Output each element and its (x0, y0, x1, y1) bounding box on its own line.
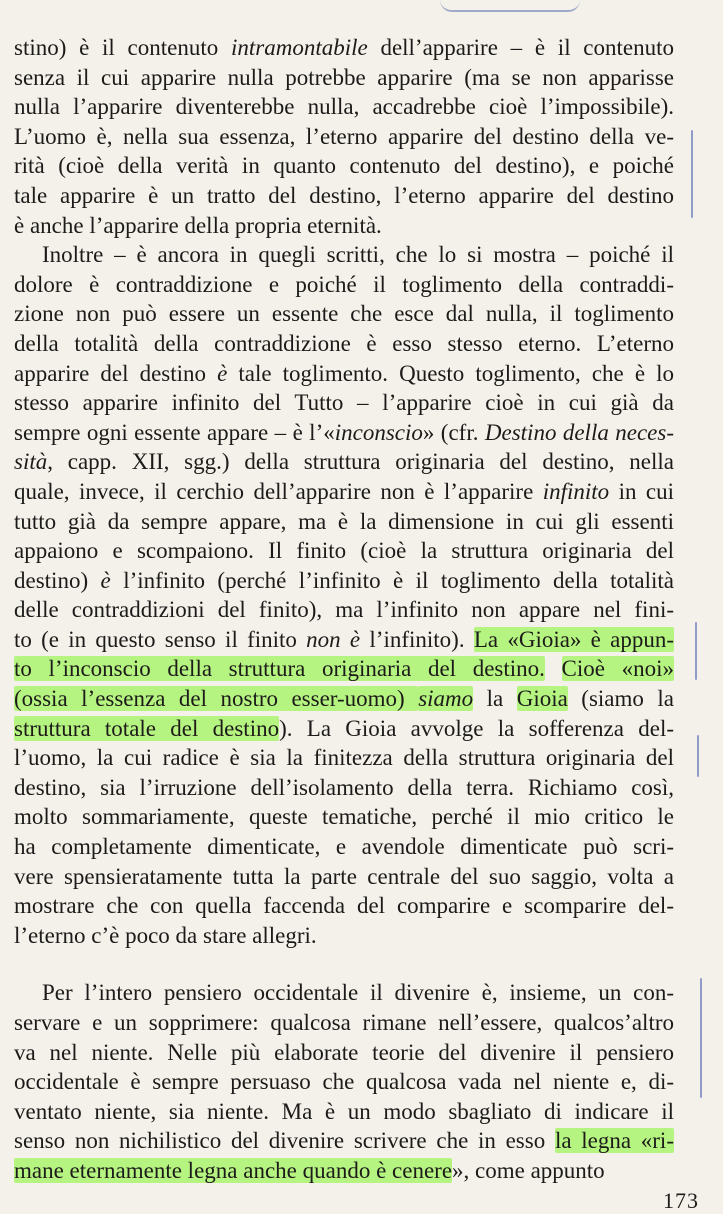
page-number: 173 (663, 1188, 699, 1213)
highlighted-text: la legna «ri- (554, 1128, 674, 1154)
text-segment: vere spensieratamente tutta la parte centrale del suo saggio, volta a (14, 863, 674, 889)
margin-pen-mark (695, 622, 697, 680)
text-line (14, 773, 674, 803)
text-line (14, 33, 674, 63)
text-line (14, 211, 674, 241)
text-segment: quale, invece, il cerchio dell’apparire non è l’apparire (14, 478, 543, 504)
text-segment: ha completamente dimenticate, e avendole dimenticate può scri- (14, 834, 674, 860)
text-line (14, 832, 674, 862)
text-segment: destino) (14, 567, 101, 593)
text-segment: Per l’intero pensiero occidentale il divenire è, insieme, un con- (42, 980, 674, 1006)
text-line (14, 684, 674, 714)
highlighted-text: Cioè «noi» (561, 656, 674, 682)
text-segment: servare e un sopprimere: qualcosa rimane nell’essere, qualcos’altro (14, 1010, 674, 1035)
text-segment: apparire del destino (14, 360, 218, 386)
text-line (14, 388, 674, 418)
text-line (14, 536, 674, 566)
text-line (14, 1067, 674, 1097)
text-segment: rità (cioè della verità in quanto contenuto del destino), e poiché (14, 153, 674, 179)
text-segment: infinito (542, 478, 610, 504)
text-line (14, 978, 674, 1008)
text-line (14, 1008, 674, 1038)
text-segment: », come appunto (452, 1157, 605, 1183)
text-line (14, 654, 674, 684)
text-segment: dell’apparire – è il contenuto (367, 35, 675, 60)
margin-pen-mark (700, 978, 702, 1098)
text-segment: stino) è il contenuto (14, 35, 231, 60)
text-line (14, 181, 674, 211)
paragraph-p1 (14, 33, 674, 240)
text-segment: appaiono e scompaiono. Il finito (cioè la struttura originaria del (14, 538, 674, 564)
text-line (14, 714, 674, 744)
text-line (14, 151, 674, 181)
text-line (14, 743, 674, 773)
text-segment: dolore è contraddizione e poiché il toglimento della contraddi- (14, 271, 674, 297)
margin-pen-mark (691, 130, 693, 218)
text-segment: l’infinito (perché l’infinito è il toglimento della totalità (110, 567, 674, 593)
text-line (14, 63, 674, 93)
text-segment: tutto già da sempre appare, ma è la dimensione in cui gli essenti (14, 508, 674, 534)
text-segment: Destino della neces- (484, 419, 674, 445)
text-segment: sempre ogni essente appare – è l’« (14, 419, 335, 445)
text-segment: Inoltre – è ancora in quegli scritti, che lo si mostra – poiché il (42, 242, 674, 268)
text-segment: » (cfr. (422, 419, 485, 445)
text-segment: occidentale è sempre persuaso che qualcosa vada nel niente e, di- (14, 1069, 674, 1095)
text-line (14, 625, 674, 655)
text-line (14, 477, 674, 507)
text-segment: è (217, 360, 228, 386)
text-segment: to (e in questo senso il finito (14, 626, 307, 652)
text-segment: , capp. XII, sgg.) della struttura originaria del destino, nella (47, 449, 674, 475)
pen-scribble-top (440, 0, 580, 12)
text-segment: intramontabile (230, 35, 368, 60)
text-segment: inconscio (334, 419, 423, 445)
text-line (14, 1038, 674, 1068)
text-line (14, 447, 674, 477)
text-segment: la (473, 686, 517, 712)
book-page-text (14, 33, 674, 1186)
text-segment: mostrare che con quella faccenda del comparire e scomparire del- (14, 893, 674, 919)
text-line (14, 299, 674, 329)
text-line (14, 359, 674, 389)
text-segment: zione non può essere un essente che esce dal nulla, il toglimento (14, 301, 674, 327)
text-line (14, 329, 674, 359)
text-line (14, 1126, 674, 1156)
text-line (14, 507, 674, 537)
text-segment: in cui (609, 478, 674, 504)
text-line (14, 122, 674, 152)
margin-pen-mark (697, 735, 699, 777)
highlighted-text: siamo (418, 686, 474, 712)
text-segment: è (100, 567, 111, 593)
text-segment: ventato niente, sia niente. Ma è un modo sbagliato di indicare il (14, 1098, 674, 1124)
text-segment: senza il cui apparire nulla potrebbe apparire (ma se non apparisse (14, 64, 674, 90)
text-segment: sità (14, 449, 48, 475)
text-line (14, 802, 674, 832)
text-line (14, 891, 674, 921)
text-segment: l’infinito). (360, 626, 474, 652)
text-segment: tale apparire è un tratto del destino, l’eterno apparire del destino (14, 182, 674, 208)
text-segment: nulla l’apparire diventerebbe nulla, accadrebbe cioè l’impossibile). (14, 94, 674, 120)
paragraph-p2 (14, 240, 674, 950)
highlighted-text: Gioia (516, 686, 568, 712)
highlighted-text: to l’inconscio della struttura originaria del destino. (14, 656, 545, 682)
text-line (14, 566, 674, 596)
text-segment: destino, sia l’irruzione dell’isolamento della terra. Richiamo così, (14, 774, 674, 800)
text-segment: ). La Gioia avvolge la sofferenza del- (279, 715, 674, 741)
text-segment (545, 656, 562, 681)
text-line (14, 92, 674, 122)
text-line (14, 862, 674, 892)
text-segment: senso non nichilistico del divenire scrivere che in esso (14, 1128, 555, 1154)
text-segment: stesso apparire infinito del Tutto – l’apparire cioè in cui già da (14, 390, 674, 416)
text-segment: L’uomo è, nella sua essenza, l’eterno apparire del destino della ve- (14, 123, 674, 149)
text-segment: è anche l’apparire della propria eternità. (14, 212, 382, 238)
text-segment: della totalità della contraddizione è esso stesso eterno. L’eterno (14, 330, 674, 356)
text-segment: l’eterno c’è poco da stare allegri. (14, 922, 317, 948)
paragraph-p3 (14, 978, 674, 1185)
highlighted-text: mane eternamente legna anche quando è cenere (14, 1157, 453, 1183)
highlighted-text: (ossia l’essenza del nostro esser-uomo) (14, 686, 419, 712)
text-line (14, 1097, 674, 1127)
highlighted-text: struttura totale del destino (14, 715, 280, 741)
text-line (14, 921, 674, 951)
text-segment: (siamo la (567, 686, 674, 712)
text-line (14, 240, 674, 270)
text-segment: non è (306, 626, 361, 652)
text-segment: va nel niente. Nelle più elaborate teorie del divenire il pensiero (14, 1039, 674, 1065)
highlighted-text: La «Gioia» è appun- (473, 626, 675, 652)
paragraph-gap (14, 950, 674, 978)
text-line (14, 270, 674, 300)
text-segment: molto sommariamente, queste tematiche, perché il mio critico le (14, 804, 674, 830)
text-line (14, 1156, 674, 1186)
text-segment: tale toglimento. Questo toglimento, che è lo (227, 360, 674, 386)
text-line (14, 418, 674, 448)
text-segment: delle contraddizioni del finito), ma l’infinito non appare nel fini- (14, 597, 674, 623)
text-segment: l’uomo, la cui radice è sia la finitezza della struttura originaria del (14, 745, 674, 771)
text-line (14, 595, 674, 625)
